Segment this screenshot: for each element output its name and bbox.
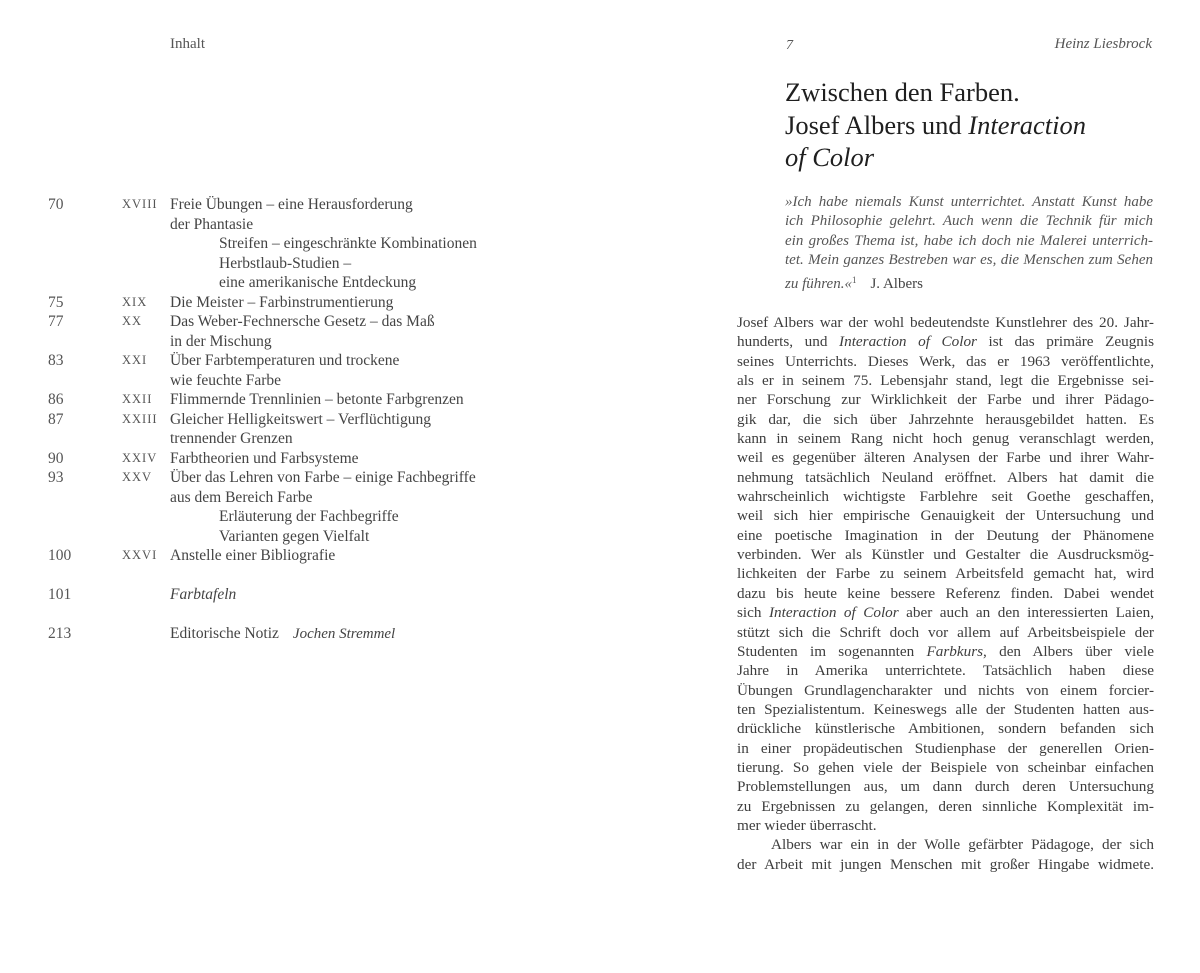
toc-chapter-numeral: XXV bbox=[122, 470, 153, 484]
toc-entry[interactable] bbox=[48, 488, 568, 508]
toc-subentry-title bbox=[219, 273, 416, 293]
toc-entry[interactable] bbox=[48, 410, 568, 430]
toc-entry[interactable] bbox=[48, 585, 568, 605]
body-text-run: aber auch an den interessierten Laien, bbox=[898, 604, 1154, 622]
toc-entry-title bbox=[170, 585, 236, 605]
body-text-run: sich bbox=[737, 604, 769, 622]
body-line bbox=[737, 332, 1154, 351]
toc-entry[interactable] bbox=[48, 195, 568, 215]
toc-chapter-numeral: XXIV bbox=[122, 450, 158, 465]
body-line: eine poetische Imagination in der Deutung der Phänomene bbox=[737, 526, 1154, 544]
body-line: verbinden. Wer als Künstler und Gestalter die Ausdrucksmög- bbox=[737, 546, 1154, 564]
epigraph-line: tet. Mein ganzes Bestreben war es, die Menschen zum Sehen bbox=[785, 252, 1153, 269]
epigraph-line: »Ich habe niemals Kunst unterrichtet. Anstatt Kunst habe bbox=[785, 194, 1153, 210]
italic-title-reference: Interaction of Color bbox=[839, 333, 977, 351]
toc-entry[interactable] bbox=[48, 273, 568, 293]
body-line: wahrscheinlich wichtigste Farblehre seit Goethe geschaffen, bbox=[737, 488, 1154, 506]
toc-entry-title bbox=[170, 429, 293, 449]
toc-page-number: 93 bbox=[48, 469, 64, 486]
toc-author: Jochen Stremmel bbox=[292, 626, 396, 642]
toc-title-text: Editorische Notiz bbox=[170, 625, 279, 642]
chapter-title-line-3: of Color bbox=[785, 142, 875, 172]
toc-page-number: 70 bbox=[48, 196, 64, 213]
toc-title-text: Freie Übungen – eine Herausforderung bbox=[170, 196, 413, 213]
body-line: ner Forschung zur Wirklichkeit der Farbe und ihrer Pädago- bbox=[737, 391, 1154, 409]
body-line: ten Spezialistentum. Keineswegs alle der Studenten hatten aus- bbox=[737, 700, 1154, 718]
toc-entry-title bbox=[170, 468, 476, 488]
toc-entry[interactable] bbox=[48, 293, 568, 313]
toc-entry[interactable] bbox=[48, 254, 568, 274]
body-line: tierung. So gehen viele der Beispiele von scheinbar einfachen bbox=[737, 758, 1154, 776]
toc-entry[interactable] bbox=[48, 371, 568, 391]
toc-entry[interactable] bbox=[48, 449, 568, 469]
toc-title-text: eine amerikanische Entdeckung bbox=[219, 274, 417, 291]
toc-title-text: Über das Lehren von Farbe – einige Fachbegriffe bbox=[170, 469, 476, 486]
toc-chapter-numeral: XIX bbox=[122, 294, 148, 309]
toc-entry[interactable] bbox=[48, 215, 568, 235]
running-head-author: Heinz Liesbrock bbox=[1054, 36, 1152, 52]
toc-subentry-title bbox=[219, 507, 399, 527]
body-line: Problemstellungen aus, um dann durch deren Untersuchung bbox=[737, 778, 1154, 796]
toc-entry-title bbox=[170, 624, 395, 645]
toc-chapter-numeral: XXII bbox=[122, 392, 153, 406]
toc-page-number: 86 bbox=[48, 391, 64, 408]
toc-chapter-numeral: XVIII bbox=[122, 197, 158, 211]
toc-entry[interactable] bbox=[48, 351, 568, 371]
toc-subentry-title bbox=[219, 234, 477, 254]
chapter-title-italic: Interaction bbox=[968, 109, 1087, 140]
chapter-title-roman: Josef Albers und bbox=[785, 109, 969, 140]
toc-page-number: 90 bbox=[48, 449, 64, 467]
toc-entry[interactable] bbox=[48, 507, 568, 527]
toc-entry[interactable] bbox=[48, 527, 568, 547]
body-text-run: , den Albers über viele bbox=[983, 642, 1154, 660]
toc-entry-title bbox=[170, 546, 335, 566]
table-of-contents bbox=[48, 195, 568, 644]
footnote-reference[interactable]: 1 bbox=[851, 274, 857, 285]
toc-title-text: der Phantasie bbox=[170, 215, 254, 233]
body-line bbox=[737, 642, 1154, 661]
toc-entry-title bbox=[170, 215, 253, 235]
toc-title-text: Gleicher Helligkeitswert – Verflüchtigung bbox=[170, 410, 431, 428]
italic-title-reference: Interaction of Color bbox=[768, 604, 899, 622]
chapter-title-line-1: Zwischen den Farben. bbox=[785, 77, 1020, 107]
toc-entry[interactable] bbox=[48, 429, 568, 449]
toc-entry[interactable] bbox=[48, 312, 568, 332]
toc-title-text: Über Farbtemperaturen und trockene bbox=[170, 352, 400, 369]
body-line: stützt sich die Schrift doch vor allem auf Arbeitsbeispiele der bbox=[737, 623, 1154, 641]
body-text-run: ist das primäre Zeugnis bbox=[976, 333, 1155, 351]
toc-entry[interactable] bbox=[48, 624, 568, 644]
toc-chapter-numeral: XXI bbox=[122, 353, 148, 367]
toc-entry[interactable] bbox=[48, 234, 568, 254]
toc-entry[interactable] bbox=[48, 390, 568, 410]
toc-title-text: Farbtafeln bbox=[170, 586, 237, 603]
toc-title-text: Farbtheorien und Farbsysteme bbox=[170, 449, 359, 467]
body-line: nehmung tatsächlich Neuland eröffnet. Albers hat damit die bbox=[737, 468, 1154, 486]
body-line: weil sich hier empirische Genauigkeit der Untersuchung und bbox=[737, 507, 1154, 525]
toc-title-text: Varianten gegen Vielfalt bbox=[219, 527, 370, 545]
toc-subentry-title bbox=[219, 527, 369, 547]
body-line: mer wieder überrascht. bbox=[737, 816, 877, 834]
toc-entry[interactable] bbox=[48, 468, 568, 488]
body-line: Albers war ein in der Wolle gefärbter Pädagoge, der sich bbox=[771, 836, 1154, 854]
toc-page-number: 77 bbox=[48, 313, 64, 330]
body-line: lichkeiten der Farbe zu seinem Arbeitsfeld gemacht hat, wird bbox=[737, 565, 1154, 583]
epigraph-line: ein großes Thema ist, habe ich doch nie Malerei unterrich- bbox=[785, 232, 1153, 249]
toc-entry[interactable] bbox=[48, 332, 568, 352]
body-line: dazu bis heute keine bessere Referenz finden. Dabei wendet bbox=[737, 584, 1154, 602]
toc-chapter-numeral: XXIII bbox=[122, 411, 158, 426]
chapter-title-line-2 bbox=[785, 109, 1086, 142]
toc-chapter-numeral: XXVI bbox=[122, 548, 158, 562]
epigraph-line-last bbox=[785, 271, 1153, 290]
body-line: seines Unterrichts. Dieses Werk, das er 1963 veröffentlichte, bbox=[737, 352, 1154, 370]
toc-entry-title bbox=[170, 390, 464, 410]
toc-entry-title bbox=[170, 293, 393, 313]
page-header-contents: Inhalt bbox=[170, 36, 205, 52]
toc-page-number: 101 bbox=[48, 586, 72, 603]
epigraph-attribution: J. Albers bbox=[870, 275, 923, 292]
body-line: gik dar, die sich über Jahrzehnte herausgebildet hatten. Es bbox=[737, 410, 1154, 428]
toc-entry-title bbox=[170, 371, 281, 391]
toc-entry[interactable] bbox=[48, 546, 568, 566]
toc-page-number: 83 bbox=[48, 352, 64, 369]
body-line: Jahre in Amerika unterrichtete. Tatsächlich haben diese bbox=[737, 662, 1154, 680]
toc-title-text: Streifen – eingeschränkte Kombinationen bbox=[219, 235, 477, 252]
body-line: weil es gegenüber älteren Analysen der Farbe und ihrer Wahr- bbox=[737, 449, 1154, 467]
toc-title-text: Herbstlaub-Studien – bbox=[219, 254, 352, 272]
toc-subentry-title bbox=[219, 254, 351, 274]
toc-title-text: Anstelle einer Bibliografie bbox=[170, 547, 336, 564]
page-number: 7 bbox=[786, 38, 793, 53]
body-line: zu Ergebnissen zu gelangen, deren sinnliche Komplexität im- bbox=[737, 797, 1154, 815]
toc-entry-title bbox=[170, 195, 413, 215]
toc-entry-title bbox=[170, 351, 399, 371]
toc-entry-title bbox=[170, 312, 435, 332]
toc-title-text: in der Mischung bbox=[170, 332, 272, 350]
toc-title-text: Das Weber-Fechnersche Gesetz – das Maß bbox=[170, 313, 435, 330]
body-text-run: hunderts, und bbox=[737, 333, 840, 351]
body-line: als er in seinem 75. Lebensjahr stand, legt die Ergebnisse sei- bbox=[737, 372, 1154, 390]
toc-title-text: aus dem Bereich Farbe bbox=[170, 488, 313, 506]
body-line bbox=[737, 603, 1154, 622]
body-line: Josef Albers war der wohl bedeutendste Kunstlehrer des 20. Jahr- bbox=[737, 314, 1154, 331]
toc-entry-title bbox=[170, 488, 312, 508]
epigraph-line: ich Philosophie gelehrt. Auch wenn die Technik für mich bbox=[785, 213, 1153, 230]
toc-page-number: 213 bbox=[48, 625, 72, 642]
toc-page-number: 87 bbox=[48, 410, 64, 428]
toc-title-text: wie feuchte Farbe bbox=[170, 371, 282, 389]
toc-page-number: 100 bbox=[48, 547, 72, 564]
body-line: in einer propädeutischen Studienphase der generellen Orien- bbox=[737, 739, 1154, 757]
toc-title-text: Erläuterung der Fachbegriffe bbox=[219, 508, 399, 525]
toc-title-text: trennender Grenzen bbox=[170, 430, 293, 447]
toc-entry-title bbox=[170, 332, 272, 352]
toc-page-number: 75 bbox=[48, 293, 64, 311]
body-line: der Arbeit mit jungen Menschen mit großer Hingabe widmete. bbox=[737, 855, 1154, 873]
body-line: drückliche künstlerische Ambitionen, sondern befanden sich bbox=[737, 720, 1154, 738]
epigraph-text: zu führen.« bbox=[785, 275, 852, 292]
toc-chapter-numeral: XX bbox=[122, 314, 143, 328]
toc-title-text: Die Meister – Farbinstrumentierung bbox=[170, 293, 394, 311]
body-text bbox=[737, 313, 1154, 874]
toc-title-text: Flimmernde Trennlinien – betonte Farbgrenzen bbox=[170, 391, 464, 408]
italic-title-reference: Farbkurs bbox=[926, 642, 984, 660]
body-text-run: Studenten im sogenannten bbox=[737, 642, 927, 660]
chapter-title bbox=[785, 76, 1086, 174]
toc-entry-title bbox=[170, 449, 359, 469]
body-line: kann in seinem Rang nicht hoch genug veranschlagt werden, bbox=[737, 430, 1154, 448]
epigraph bbox=[785, 193, 1153, 290]
body-line: Übungen Grundlagencharakter und nichts von einem forcier- bbox=[737, 681, 1154, 699]
toc-entry-title bbox=[170, 410, 431, 430]
